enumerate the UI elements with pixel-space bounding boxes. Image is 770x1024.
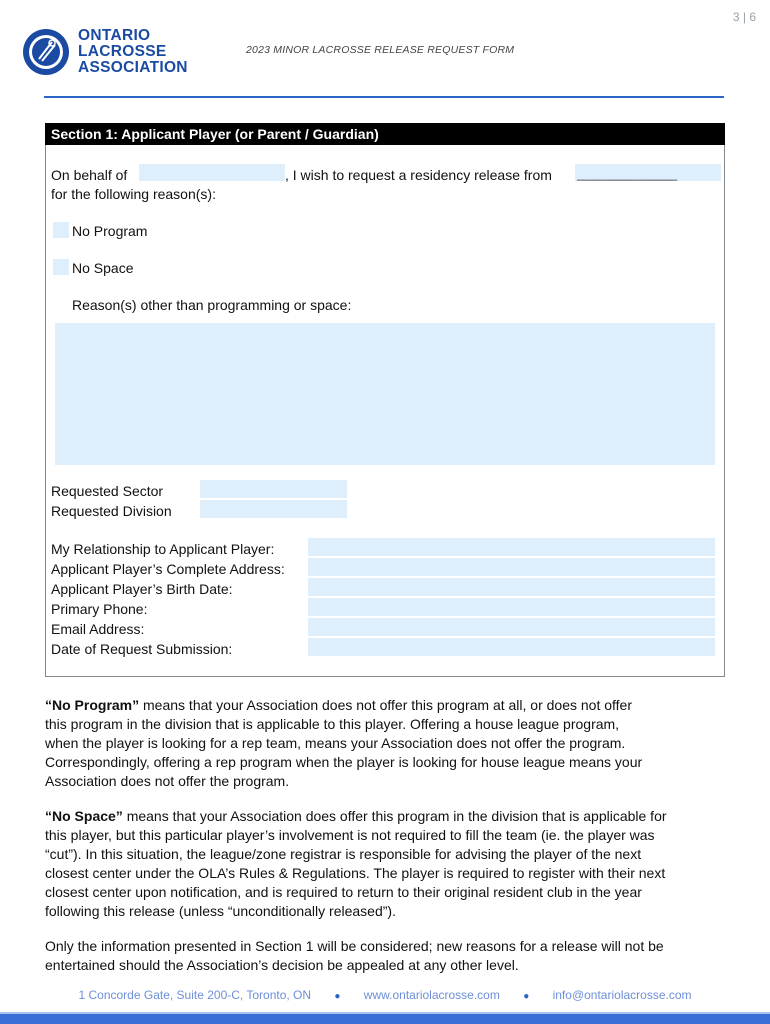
wish-text: , I wish to request a residency release from: [285, 167, 552, 183]
bullet-icon: ●: [334, 991, 341, 1002]
note-line: means that your Association does not offer this program at all, or does not offer: [139, 697, 632, 713]
birth-date-field[interactable]: [308, 578, 715, 596]
release-from-blank: _______________: [577, 167, 678, 181]
section-1-heading: Section 1: Applicant Player (or Parent / Guardian): [45, 123, 725, 145]
requested-division-field[interactable]: [200, 500, 347, 518]
header-divider: [44, 96, 724, 98]
reasons-lead: for the following reason(s):: [51, 186, 216, 202]
requested-sector-field[interactable]: [200, 480, 347, 498]
note-line: this program in the division that is applicable to this player. Offering a house league program,: [45, 716, 620, 732]
note-line: means that your Association does offer this program in the division that is applicable for: [122, 808, 667, 824]
section-1-note: [45, 937, 729, 975]
note-line: closest center under the OLA’s Rules & Regulations. The player is required to register with their next: [45, 865, 666, 881]
logo-line: ONTARIO: [78, 27, 151, 44]
requested-division-label: Requested Division: [51, 503, 172, 519]
footer-email[interactable]: info@ontariolacrosse.com: [552, 988, 692, 1002]
bullet-icon: ●: [523, 991, 530, 1002]
email-field[interactable]: [308, 618, 715, 636]
note-line: “cut”). In this situation, the league/zone registrar is responsible for advising the player of the next: [45, 846, 642, 862]
note-line: entertained should the Association’s decision be appealed at any other level.: [45, 957, 519, 973]
no-space-term: “No Space”: [45, 808, 123, 824]
other-reasons-label: Reason(s) other than programming or space:: [72, 297, 352, 313]
note-line: closest center upon notification, and is required to return to their original resident club in the year: [45, 884, 642, 900]
note-line: following this release (unless “unconditionally released”).: [45, 903, 396, 919]
no-space-note: [45, 807, 729, 921]
note-line: this player, but this particular player’s involvement is not required to fill the team (ie. the player was: [45, 827, 655, 843]
logo-line: ASSOCIATION: [78, 59, 188, 76]
no-program-label: No Program: [72, 223, 148, 239]
relationship-label: My Relationship to Applicant Player:: [51, 541, 275, 557]
logo-line: LACROSSE: [78, 43, 167, 60]
footer-address: 1 Concorde Gate, Suite 200-C, Toronto, ON: [78, 988, 312, 1002]
note-line: Association does not offer the program.: [45, 773, 290, 789]
footer: [0, 988, 770, 1002]
on-behalf-label: On behalf of: [51, 167, 128, 183]
footer-band: [0, 1014, 770, 1024]
ola-logo-icon: [22, 28, 70, 76]
no-space-label: No Space: [72, 260, 134, 276]
no-program-checkbox[interactable]: [53, 222, 69, 238]
address-field[interactable]: [308, 558, 715, 576]
applicant-name-field[interactable]: [139, 164, 285, 181]
submission-date-label: Date of Request Submission:: [51, 641, 233, 657]
email-label: Email Address:: [51, 621, 145, 637]
logo-wordmark: [78, 28, 188, 76]
birth-date-label: Applicant Player’s Birth Date:: [51, 581, 233, 597]
requested-sector-label: Requested Sector: [51, 483, 164, 499]
address-label: Applicant Player’s Complete Address:: [51, 561, 285, 577]
no-space-checkbox[interactable]: [53, 259, 69, 275]
no-program-note: [45, 696, 729, 791]
page-number: 3 | 6: [732, 10, 756, 24]
submission-date-field[interactable]: [308, 638, 715, 656]
note-line: Correspondingly, offering a rep program when the player is looking for house league means your: [45, 754, 643, 770]
no-program-term: “No Program”: [45, 697, 140, 713]
phone-field[interactable]: [308, 598, 715, 616]
other-reasons-textarea[interactable]: [55, 323, 715, 465]
phone-label: Primary Phone:: [51, 601, 148, 617]
relationship-field[interactable]: [308, 538, 715, 556]
note-line: Only the information presented in Section 1 will be considered; new reasons for a release will not be: [45, 938, 664, 954]
form-title: 2023 MINOR LACROSSE RELEASE REQUEST FORM: [246, 44, 515, 56]
footer-website[interactable]: www.ontariolacrosse.com: [363, 988, 500, 1002]
note-line: when the player is looking for a rep team, means your Association does not offer the program.: [45, 735, 626, 751]
